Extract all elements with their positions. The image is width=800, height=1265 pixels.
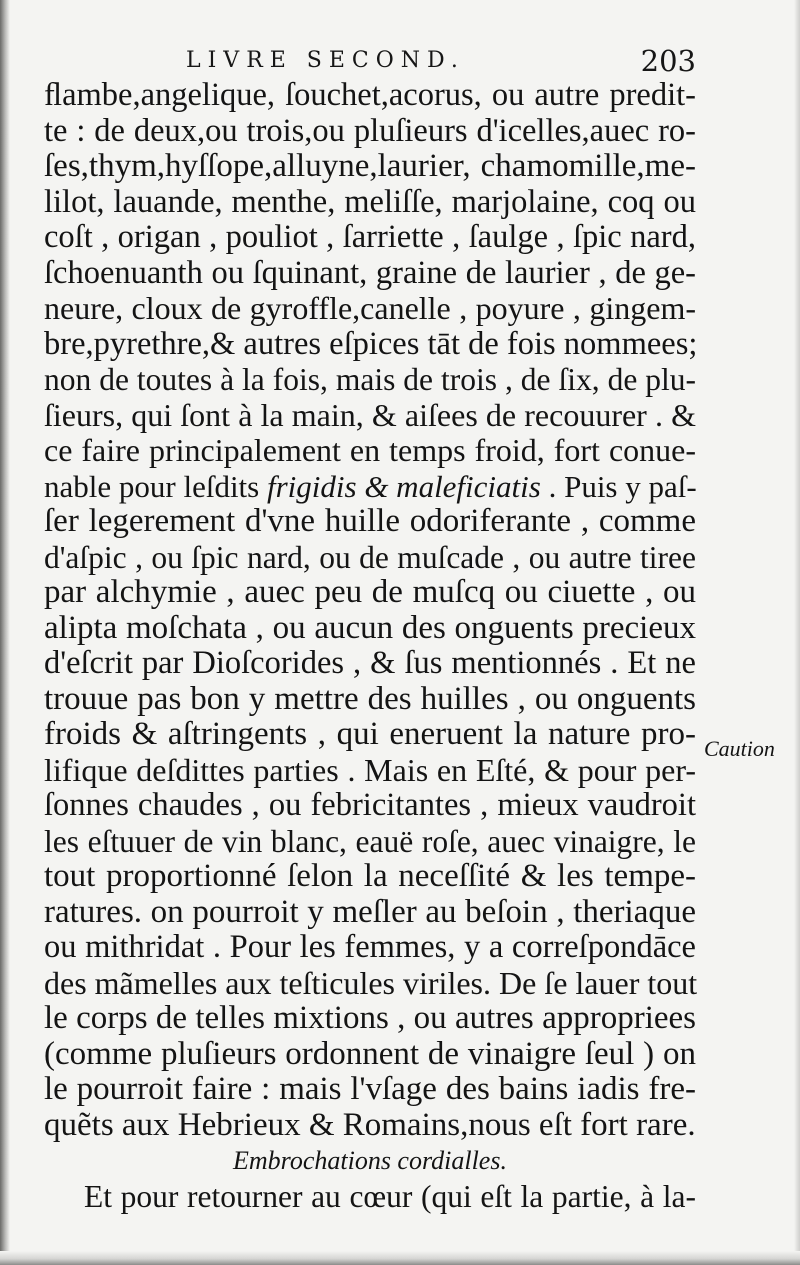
text-line: (comme pluſieurs ordonnent de vinaigre ſeul ) on bbox=[44, 1035, 696, 1072]
page-number: 203 bbox=[640, 44, 696, 78]
text-line-with-italic bbox=[44, 469, 696, 505]
text-line: lifique deſdittes parties . Mais en Eſté, & pour per- bbox=[44, 751, 696, 788]
text-line: alipta moſchata , ou aucun des onguents precieux bbox=[44, 609, 696, 646]
text-line: bre,pyrethre,& autres eſpices tāt de fois nommees; bbox=[44, 325, 698, 362]
text-line: te : de deux,ou trois,ou pluſieurs d'icelles,auec ro- bbox=[44, 112, 696, 149]
page-right-shadow bbox=[794, 0, 800, 1265]
page-bottom-shadow bbox=[0, 1251, 800, 1265]
text-line: d'aſpic , ou ſpic nard, ou de muſcade , ou autre tiree bbox=[44, 539, 696, 575]
text-line: quẽts aux Hebrieux & Romains,nous eſt fort rare. bbox=[44, 1106, 696, 1143]
text-line: le pourroit faire : mais l'vſage des bains iadis fre- bbox=[44, 1071, 696, 1107]
text-line: froids & aſtringents , qui eneruent la nature pro- bbox=[44, 716, 696, 752]
text-line: coſt , origan , pouliot , ſarriette , ſaulge , ſpic nard, bbox=[44, 219, 696, 255]
text-line: par alchymie , auec peu de muſcq ou ciuette , ou bbox=[44, 574, 696, 610]
text-line: ce faire principalement en temps froid, fort conue- bbox=[44, 432, 696, 468]
text-line: lilot, lauande, menthe, meliſſe, marjolaine, coq ou bbox=[44, 183, 696, 220]
text-line: le corps de telles mixtions , ou autres appropriees bbox=[44, 1000, 696, 1036]
text-line: ratures. on pourroit y meſler au beſoin , theriaque bbox=[44, 893, 696, 930]
section-heading: Embrochations cordialles. bbox=[233, 1146, 507, 1175]
page-left-shadow bbox=[0, 0, 10, 1265]
text-line: d'eſcrit par Dioſcorides , & ſus mentionnés . Et ne bbox=[44, 645, 696, 681]
text-line: ſchoenuanth ou ſquinant, graine de laurier , de ge- bbox=[44, 254, 696, 291]
text-line: ﬂambe,angelique, ſouchet,acorus, ou autre predit- bbox=[44, 77, 696, 113]
text-line: les eſtuuer de vin blanc, eauë roſe, auec vinaigre, le bbox=[44, 823, 696, 859]
text-line: ou mithridat . Pour les femmes, y a correſpondāce bbox=[44, 929, 696, 965]
text-line: neure, cloux de gyroffle,canelle , poyure , gingem- bbox=[44, 290, 696, 326]
text-line: ſes,thym,hyſſope,alluyne,laurier, chamomille,me- bbox=[44, 148, 696, 184]
text-line: trouue pas bon y mettre des huilles , ou onguents bbox=[44, 680, 696, 717]
running-head bbox=[44, 44, 696, 78]
text-line: Et pour retourner au cœur (qui eſt la partie, à la- bbox=[84, 1178, 696, 1214]
text-line: ſer legerement d'vne huille odoriferante , comme bbox=[44, 503, 696, 539]
text-line: ſonnes chaudes , ou febricitantes , mieux vaudroit bbox=[44, 787, 696, 823]
text-segment: nable pour leſdits bbox=[44, 468, 267, 504]
margin-note: Caution bbox=[704, 736, 775, 761]
text-line: ſieurs, qui ſont à la main, & aiſees de recouurer . & bbox=[44, 396, 696, 433]
text-line: tout proportionné ſelon la neceſſité & les tempe- bbox=[44, 858, 696, 894]
running-title: LIVRE SECOND. bbox=[186, 48, 465, 73]
text-line: des mãmelles aux teſticules viriles. De ſe lauer tout bbox=[44, 964, 698, 1001]
text-line: non de toutes à la fois, mais de trois , de ſix, de plu- bbox=[44, 362, 696, 397]
text-segment: . Puis y paſ- bbox=[540, 468, 697, 504]
latin-italic-phrase: frigidis & maleficiatis bbox=[266, 468, 541, 504]
body-text bbox=[44, 78, 696, 1214]
